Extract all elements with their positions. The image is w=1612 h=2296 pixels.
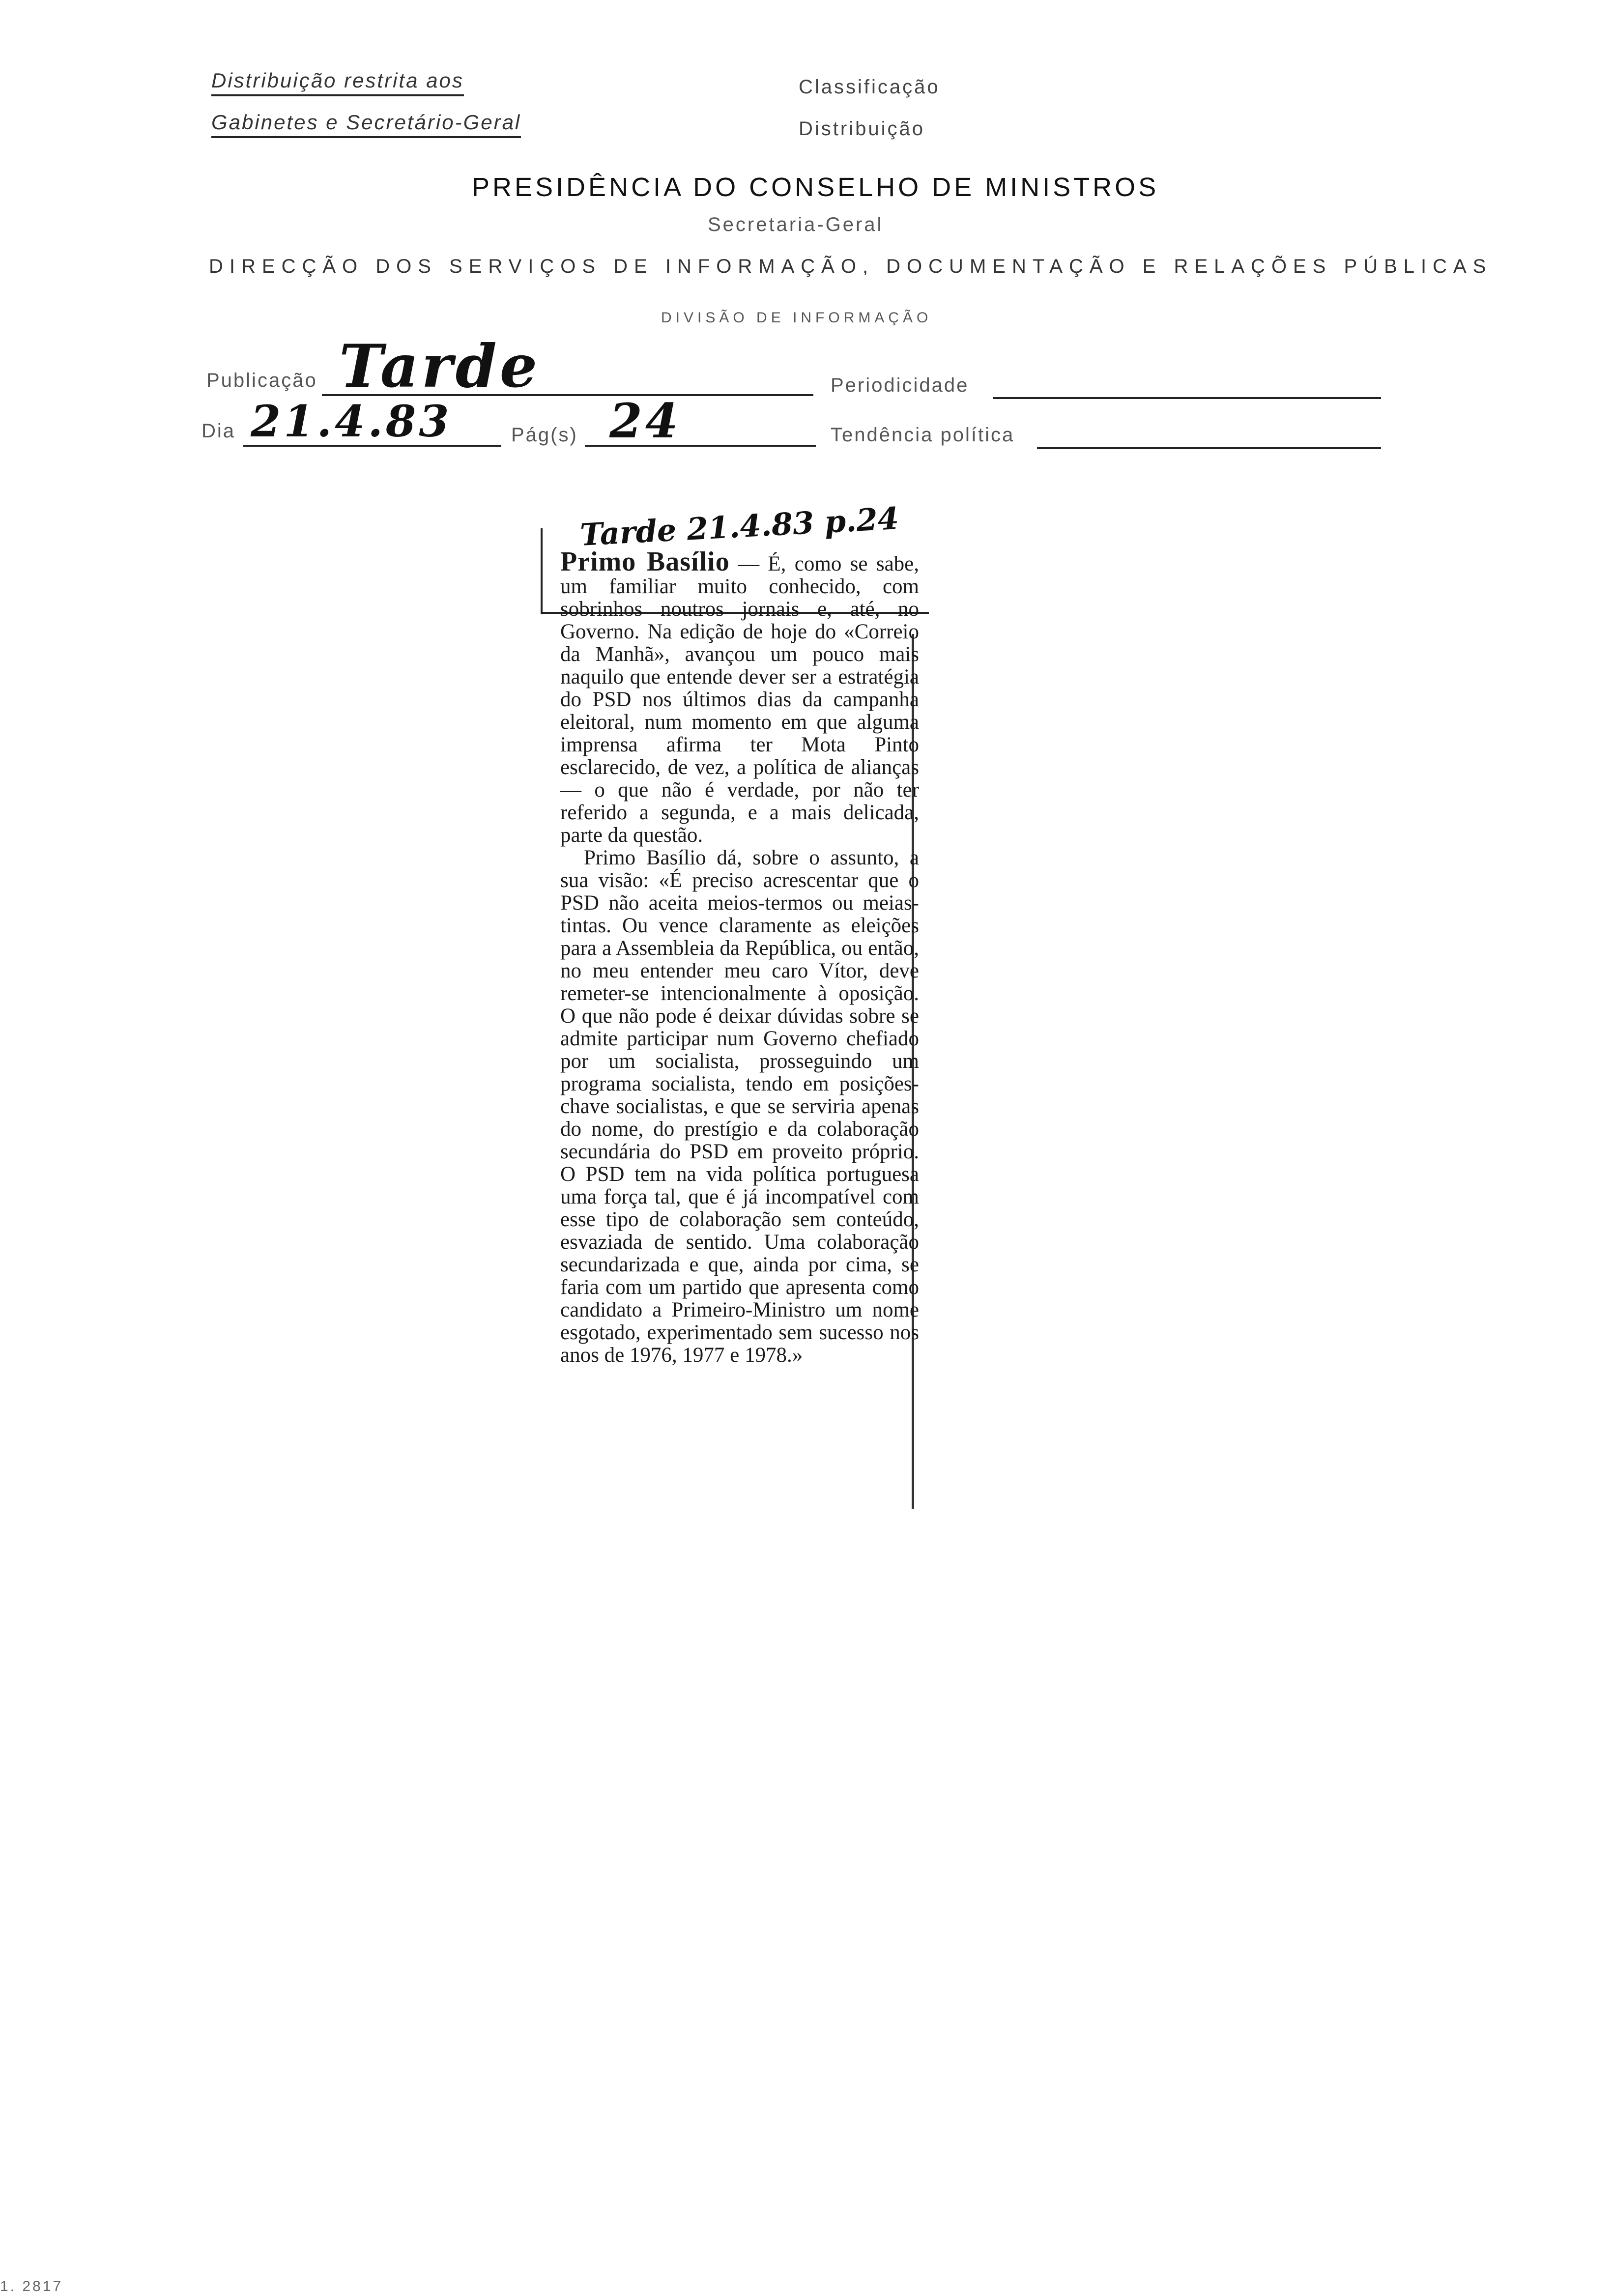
article-paragraph-2: Primo Basílio dá, sobre o assunto, a sua visão: «É preciso acrescentar que o PSD não aceita meios-termos ou meias-tintas. Ou vence claramente as eleições para a Assembleia da República, ou então, no meu entender meu caro Vítor, deve remeter-se intencionalmente à oposição. O que não pode é deixar dúvidas sobre se admite participar num Governo chefiado por um socialista, prosseguindo um programa socialista, tendo em posições-chave socialistas, e que se serviria apenas do nome, do prestígio e da colaboração secundária do PSD em proveito próprio. O PSD tem na vida política portuguesa uma força tal, que é já incompatível com esse tipo de colaboração sem conteúdo, esvaziada de sentido. Uma colaboração secundarizada e que, ainda por cima, se faria com um partido que apresenta como candidato a Primeiro-Ministro um nome esgotado, experimentado sem sucesso nos anos de 1976, 1977 e 1978.» <box>560 846 919 1367</box>
classification-label: Classificação <box>799 76 940 98</box>
periodicity-label: Periodicidade <box>831 374 969 396</box>
clipping-handwritten-note: Tarde 21.4.83 p.24 <box>579 500 900 553</box>
distribution-label: Distribuição <box>799 118 925 140</box>
political-tendency-label: Tendência política <box>831 424 1015 446</box>
division-name: DIVISÃO DE INFORMAÇÃO <box>661 310 932 326</box>
department-name: DIRECÇÃO DOS SERVIÇOS DE INFORMAÇÃO, DOCUMENTAÇÃO E RELAÇÕES PÚBLICAS <box>209 256 1493 277</box>
distribution-restriction-line-1: Distribuição restrita aos <box>211 69 464 96</box>
page-title: PRESIDÊNCIA DO CONSELHO DE MINISTROS <box>472 172 1159 202</box>
clipping-article <box>560 546 920 1367</box>
clipping-left-edge <box>541 528 543 614</box>
periodicity-line <box>993 397 1381 399</box>
day-label: Dia <box>202 420 236 442</box>
publication-handwritten-value: Tarde <box>339 332 541 401</box>
article-paragraph-1 <box>560 546 920 847</box>
political-tendency-line <box>1037 447 1381 449</box>
pages-handwritten-value: 24 <box>609 393 681 449</box>
day-handwritten-value: 21.4.83 <box>251 396 452 447</box>
pages-label: Pág(s) <box>511 424 578 446</box>
publication-label: Publicação <box>206 370 317 391</box>
document-reference-code: 1. 2817 <box>0 2278 63 2295</box>
article-paragraph-1-text: — É, como se sabe, um familiar muito conhecido, com sobrinhos noutros jornais e, até, no Governo. Na edição de hoje do «Correio da Manhã», avançou um pouco mais naquilo que entende dever ser a estratégia do PSD nos últimos dias da campanha eleitoral, num momento em que alguma imprensa afirma ter Mota Pinto esclarecido, de vez, a política de alianças — o que não é verdade, por não ter referido a segunda, e a mais delicada, parte da questão. <box>560 552 920 847</box>
article-headline: Primo Basílio <box>560 546 730 577</box>
page-subtitle: Secretaria-Geral <box>708 214 884 235</box>
distribution-restriction-line-2: Gabinetes e Secretário-Geral <box>211 111 521 138</box>
